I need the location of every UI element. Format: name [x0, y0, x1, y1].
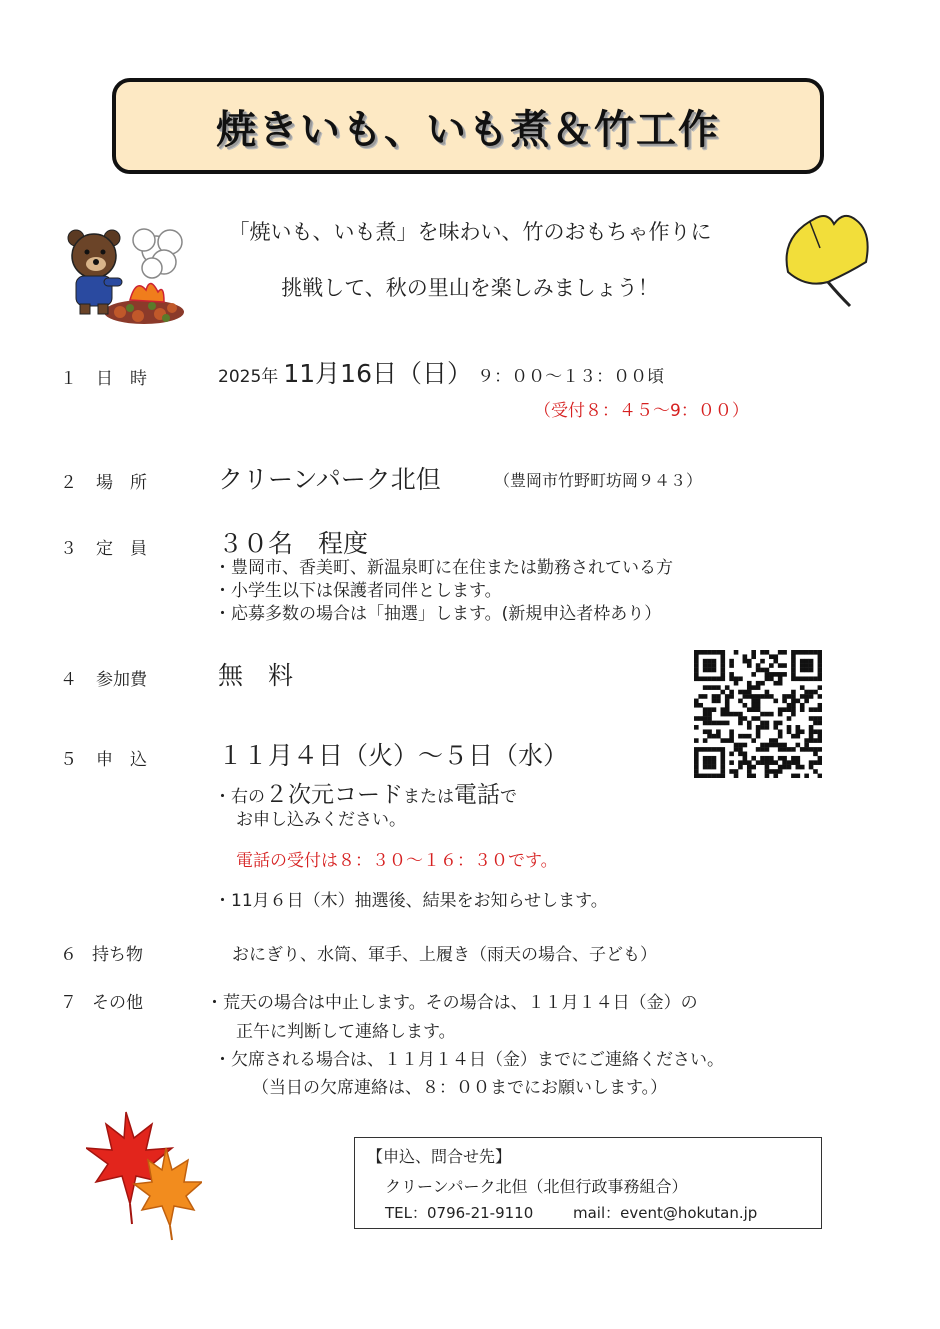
capacity-note: ・応募多数の場合は「抽選」します。(新規申込者枠あり） — [214, 604, 662, 624]
contact-heading: 【申込、問合せ先】 — [367, 1147, 512, 1166]
capacity-value: ３０名 程度 — [218, 529, 369, 558]
date-value — [218, 354, 664, 390]
item-number: ３ — [60, 539, 77, 559]
item-number: ６ — [60, 945, 77, 965]
title-banner — [112, 78, 824, 174]
other-line-2: 正午に判断して連絡します。 — [236, 1022, 456, 1042]
apply-method-line2: お申し込みください。 — [236, 810, 406, 830]
item-number: １ — [60, 369, 77, 389]
bring-label: 持ち物 — [92, 945, 143, 965]
item-number: ４ — [60, 670, 77, 690]
date-day: 11月16日（日） — [283, 359, 472, 388]
apply-period: １１月４日（火）～５日（水） — [218, 741, 569, 770]
place-name: クリーンパーク北但 — [218, 465, 441, 494]
date-time: ９：００～１３：００頃 — [477, 367, 665, 387]
intro-line-2: 挑戦して、秋の里山を楽しみましょう！ — [281, 276, 659, 300]
date-year: 2025年 — [218, 367, 279, 387]
capacity-note: ・小学生以下は保護者同伴とします。 — [214, 581, 502, 601]
apply-method-tel: 電話 — [454, 782, 500, 808]
other-line-3: ・欠席される場合は、１１月１４日（金）までにご連絡ください。 — [214, 1050, 724, 1070]
apply-method-post: で — [500, 787, 517, 807]
intro-line-1: 「焼いも、いも煮」を味わい、竹のおもちゃ作りに — [228, 220, 712, 244]
lottery-note: ・11月６日（木）抽選後、結果をお知らせします。 — [214, 891, 608, 911]
other-line-4: （当日の欠席連絡は、８：００までにお願いします。） — [252, 1078, 668, 1098]
apply-method-code: ２次元コード — [265, 782, 403, 808]
fee-value: 無 料 — [218, 661, 294, 690]
item-number: ２ — [60, 473, 77, 493]
place-address: （豊岡市竹野町坊岡９４３） — [494, 471, 703, 490]
apply-method-pre: ・右の — [214, 787, 265, 807]
contact-tel: TEL：0796-21-9110 — [385, 1204, 534, 1222]
phone-hours: 電話の受付は８：３０～１６：３０です。 — [236, 851, 558, 871]
bring-value: おにぎり、水筒、軍手、上履き（雨天の場合、子ども） — [232, 945, 657, 965]
qr-code-icon[interactable] — [694, 650, 822, 778]
item-number: ５ — [60, 750, 77, 770]
other-label: その他 — [92, 993, 143, 1013]
apply-label: 申 込 — [96, 750, 147, 770]
maple-leaves-icon — [86, 1108, 202, 1242]
reception-time: （受付８：４５～9：００） — [534, 401, 749, 421]
apply-method-mid: または — [403, 787, 454, 807]
fee-label: 参加費 — [96, 670, 147, 690]
place-label: 場 所 — [96, 473, 147, 493]
contact-org: クリーンパーク北但（北但行政事務組合） — [385, 1177, 688, 1196]
contact-mail[interactable]: mail：event@hokutan.jp — [573, 1204, 758, 1222]
date-label: 日 時 — [96, 369, 147, 389]
page-title: 焼きいも、いも煮＆竹工作 — [216, 106, 720, 153]
other-line-1: ・荒天の場合は中止します。その場合は、１１月１４日（金）の — [206, 993, 698, 1013]
contact-box — [354, 1137, 822, 1229]
capacity-note: ・豊岡市、香美町、新温泉町に在住または勤務されている方 — [214, 558, 673, 578]
capacity-label: 定 員 — [96, 539, 147, 559]
item-number: ７ — [60, 993, 77, 1013]
